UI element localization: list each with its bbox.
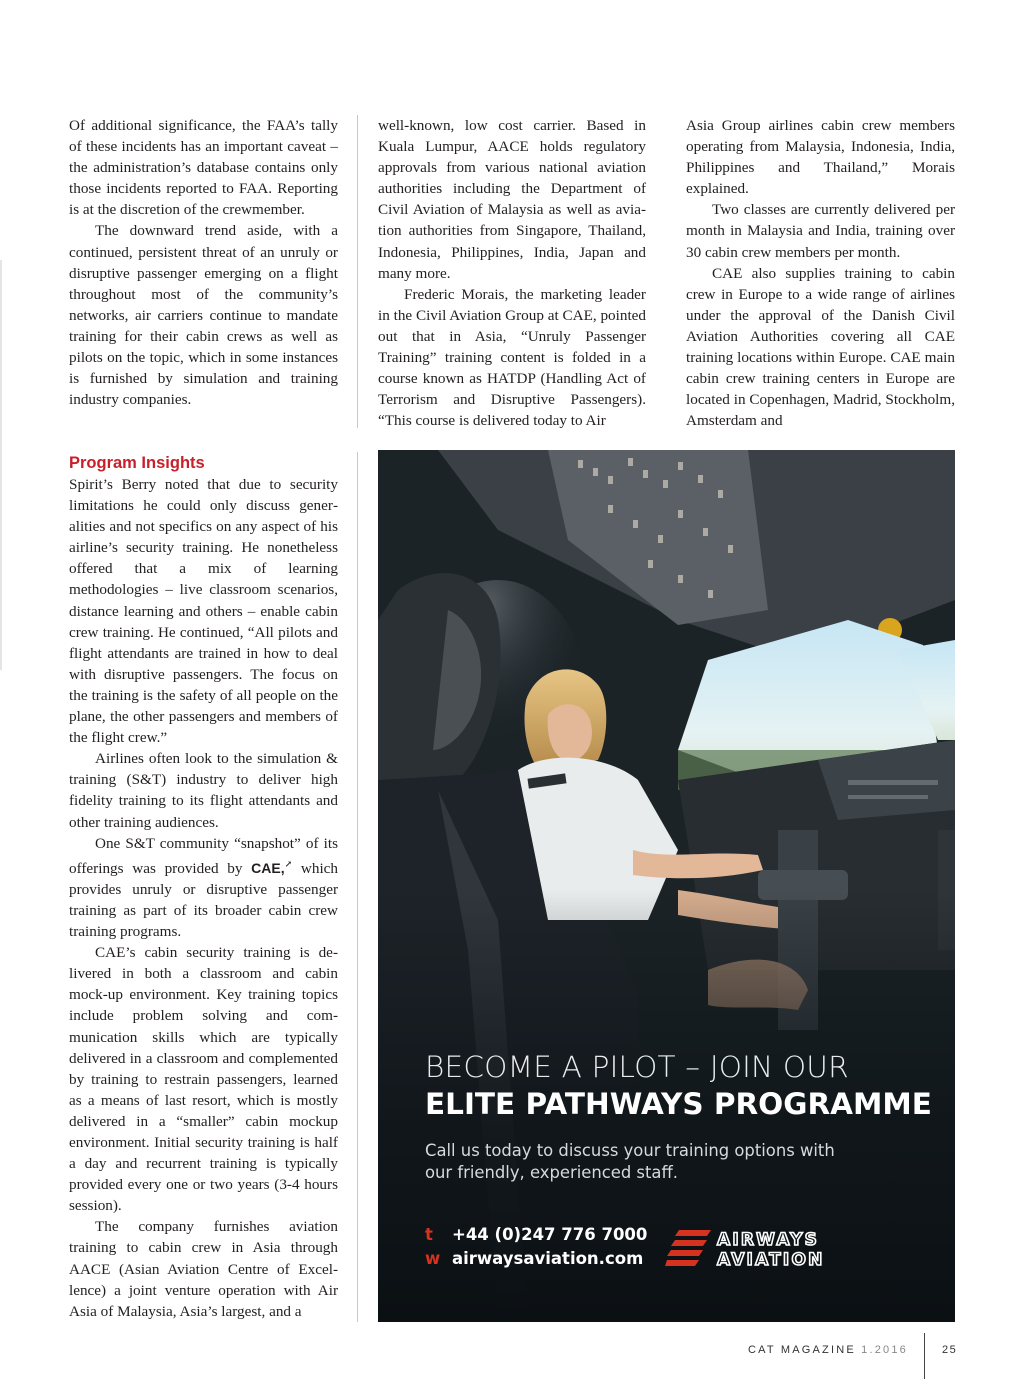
advertisement-airways-aviation[interactable] bbox=[378, 450, 955, 1322]
paragraph-text: which provides unruly or disruptive passenger training as part of its broader cabin crew training programs. bbox=[69, 859, 338, 941]
paragraph: CAE’s cabin security training is delivered in both a classroom and cabin mock-up environment. Key training topics include problem solving and communication skills which are typically delivered in a classroom and complemented by training to restrain passengers, learned as a means of last resort, which is mostly delivered in a “smaller” cabin mockup environment. Initial security training is half a day and recurrent training is typically provided every one or two years (3-4 hours session). bbox=[69, 944, 338, 1215]
airways-aviation-logo bbox=[665, 1228, 915, 1268]
logo-line-1: AIRWAYS bbox=[717, 1230, 820, 1250]
external-link-icon[interactable]: ↗ bbox=[284, 858, 293, 869]
paragraph: well-known, low cost carrier. Based in Kuala Lumpur, AACE holds regulatory approvals from various national aviation authorities including the Department of Civil Aviation of Malaysia as well as aviation authorities from Singapore, Thailand, Indonesia, Philippines, India, Japan and many more. bbox=[378, 117, 646, 282]
paragraph: The downward trend aside, with a continued, persistent threat of an unruly or disruptive passenger emerging on a flight throughout most of the community’s networks, air carriers continue to mandate training for their cabin crews as well as pilots on the topic, which in some instances is furnished by simulation and training industry companies. bbox=[69, 222, 338, 409]
ad-phone[interactable] bbox=[425, 1225, 647, 1244]
paragraph: Asia Group airlines cabin crew members operating from Malaysia, Indonesia, India, Philippines and Thailand,” Morais explained. bbox=[686, 117, 955, 198]
issue-number: 1.2016 bbox=[861, 1344, 908, 1356]
footer-magazine bbox=[748, 1344, 908, 1356]
phone-label: t bbox=[425, 1225, 433, 1244]
page-number: 25 bbox=[942, 1344, 958, 1356]
paragraph: Airlines often look to the simulation & training (S&T) industry to deliver high fidelity training to its flight attendants and other training audiences. bbox=[69, 750, 338, 831]
logo-stripes-icon bbox=[665, 1230, 711, 1266]
footer-divider bbox=[924, 1333, 925, 1379]
ad-headline-light: BECOME A PILOT – JOIN OUR bbox=[425, 1050, 849, 1084]
cockpit-photo bbox=[378, 450, 955, 1322]
company-link[interactable]: CAE, bbox=[251, 859, 285, 876]
paragraph-cae bbox=[69, 833, 338, 943]
article-column-1-bottom bbox=[69, 452, 338, 1322]
web-label: w bbox=[425, 1249, 441, 1268]
paragraph: Spirit’s Berry noted that due to security limitations he could only discuss generalities and not specifics on any aspect of his airline’s security training. He nonetheless offered that a mix of learning methodologies – live classroom scenarios, distance learning and others – enable cabin crew training. He continued, “All pilots and flight attendants are trained in how to deal with disruptive passengers. The focus on the training is the safety of all people on the plane, the other passengers and members of the flight crew.” bbox=[69, 476, 338, 747]
page-edge-shadow bbox=[0, 260, 2, 670]
website-link[interactable]: airwaysaviation.com bbox=[452, 1249, 644, 1268]
ad-body-text: Call us today to discuss your training options with our friendly, experienced staff. bbox=[425, 1141, 835, 1182]
article-column-2 bbox=[378, 115, 646, 431]
ad-headline-bold: ELITE PATHWAYS PROGRAMME bbox=[425, 1087, 932, 1121]
logo-line-2: AVIATION bbox=[717, 1250, 825, 1268]
paragraph: Frederic Morais, the marketing leader in the Civil Aviation Group at CAE, pointed out that in Asia, “Unruly Passenger Training” training content is folded in a course known as HATDP (Handling Act of Terrorism and Disruptive Passengers). “This course is delivered today to Air bbox=[378, 285, 647, 430]
magazine-name: CAT MAGAZINE bbox=[747, 1344, 856, 1356]
ad-website[interactable] bbox=[425, 1249, 643, 1268]
article-column-3 bbox=[686, 115, 955, 431]
column-divider bbox=[357, 452, 358, 1322]
paragraph: CAE also supplies training to cabin crew in Europe to a wide range of airlines under the approval of the Danish Civil Aviation Authorities covering all CAE training locations within Europe. CAE main cabin crew training centers in Europe are located in Copenhagen, Madrid, Stockholm, Amsterdam and bbox=[686, 264, 955, 430]
paragraph: Of additional significance, the FAA’s tally of these incidents has an important caveat – the administration’s database contains only those incidents reported to FAA. Reporting is at the discretion of the crewmember. bbox=[69, 117, 338, 219]
paragraph-text: One S&T community “snapshot” of its offerings was provided by bbox=[69, 834, 338, 877]
column-divider bbox=[357, 115, 358, 428]
paragraph: Two classes are currently delivered per month in Malaysia and India, training over 30 cabin crew members per month. bbox=[686, 201, 955, 261]
paragraph: The company furnishes aviation training to cabin crew in Asia through AACE (Asian Aviation Centre of Excellence) a joint venture operation with Air Asia of Malaysia, Asia’s largest, and a bbox=[69, 1218, 338, 1320]
phone-number[interactable]: +44 (0)247 776 7000 bbox=[452, 1225, 648, 1244]
subheading: Program Insights bbox=[69, 454, 205, 472]
article-column-1-top bbox=[69, 115, 338, 410]
